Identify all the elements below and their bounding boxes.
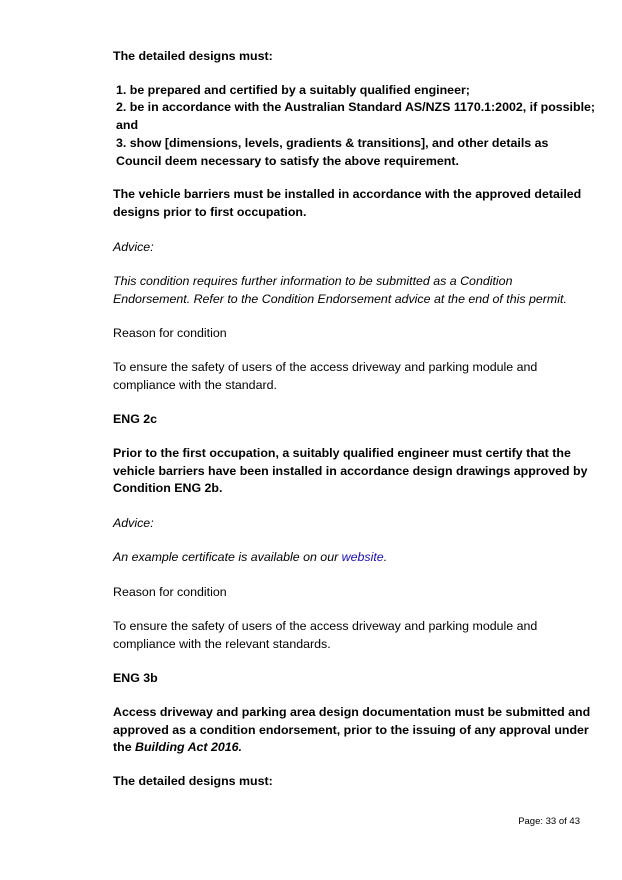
advice-label-1: Advice: [113, 240, 154, 254]
reason-text-1: To ensure the safety of users of the access driveway and parking module and compliance with the standard. [113, 360, 538, 392]
eng-3b-paragraph [113, 704, 593, 757]
detailed-designs-heading-1: The detailed designs must: [113, 49, 273, 63]
list-item-3: 3. show [dimensions, levels, gradients & transitions], and other details as Council deem necessary to satisfy the above requirement. [116, 136, 549, 168]
website-link[interactable]: website [341, 550, 384, 564]
eng-2c-title: ENG 2c [113, 412, 158, 426]
advice-text-2-suffix: . [383, 550, 388, 564]
advice-text-2 [113, 549, 593, 567]
advice-label-2: Advice: [113, 516, 154, 530]
reason-label-1: Reason for condition [113, 326, 227, 340]
list-item-1: 1. be prepared and certified by a suitably qualified engineer; [116, 83, 470, 97]
detailed-designs-heading-2: The detailed designs must: [113, 774, 273, 788]
advice-text-2-prefix: An example certificate is available on our [113, 550, 342, 564]
advice-text-1: This condition requires further information to be submitted as a Condition Endorsement. Refer to the Condition Endorsement advice at the end of this permit. [113, 274, 567, 306]
eng-3b-text: Access driveway and parking area design documentation must be submitted and approved as a condition endorsement, prior to the issuing of any approval under the [113, 705, 591, 754]
reason-text-2: To ensure the safety of users of the access driveway and parking module and compliance with the relevant standards. [113, 619, 538, 651]
page-number-footer: Page: 33 of 43 [518, 816, 580, 827]
eng-2c-paragraph: Prior to the first occupation, a suitably qualified engineer must certify that the vehicle barriers have been installed in accordance design drawings approved by Condition ENG 2b. [113, 446, 588, 495]
barrier-install-paragraph: The vehicle barriers must be installed in accordance with the approved detailed designs prior to first occupation. [113, 187, 582, 219]
reason-label-2: Reason for condition [113, 585, 227, 599]
eng-3b-title: ENG 3b [113, 671, 158, 685]
list-item-2: 2. be in accordance with the Australian Standard AS/NZS 1170.1:2002, if possible; and [116, 100, 596, 132]
building-act-reference: Building Act 2016. [135, 740, 242, 754]
